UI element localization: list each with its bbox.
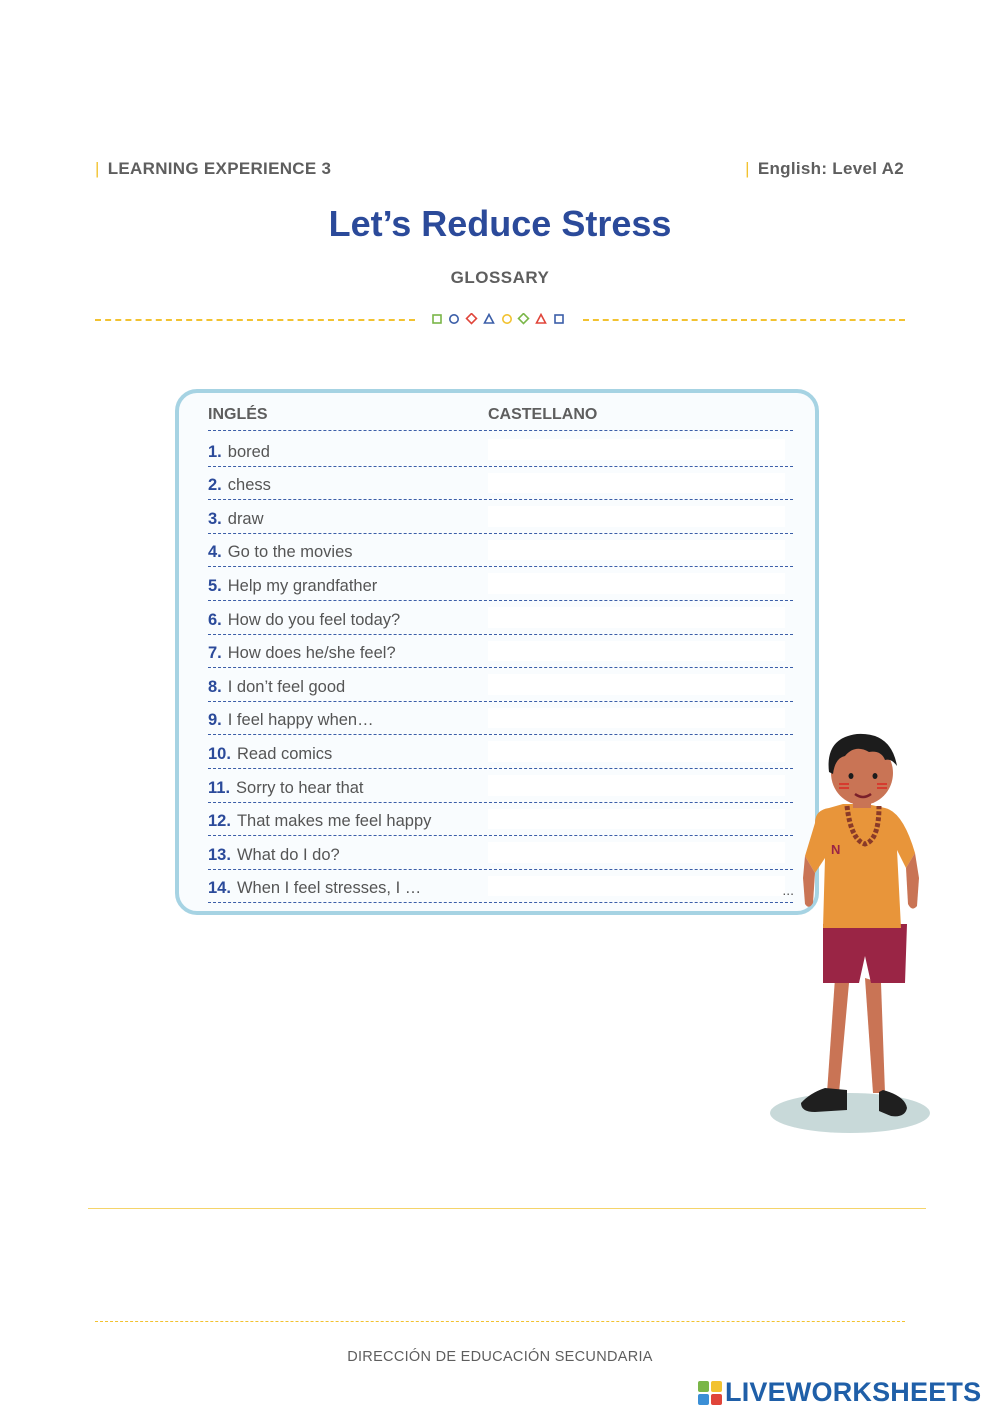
row-number: 4. (208, 543, 222, 562)
row-number: 2. (208, 476, 222, 495)
row-number: 6. (208, 610, 222, 629)
term-text: When I feel stresses, I … (236, 879, 422, 898)
row-number: 5. (208, 576, 222, 595)
spanish-answer-field[interactable] (488, 473, 785, 494)
english-term (208, 846, 340, 865)
term-text: Go to the movies (227, 543, 353, 562)
row-number: 1. (208, 442, 222, 461)
footer-dashed-line (95, 1321, 905, 1322)
english-term (208, 779, 364, 798)
spanish-answer-field[interactable] (488, 876, 785, 897)
liveworksheets-logo[interactable] (698, 1377, 981, 1408)
glossary-row (208, 769, 793, 803)
header-bar-right: | (745, 159, 750, 178)
header-left-text: LEARNING EXPERIENCE 3 (107, 159, 332, 178)
liveworksheets-icon (698, 1381, 722, 1405)
term-text: What do I do? (236, 845, 340, 864)
term-text: How do you feel today? (227, 610, 401, 629)
spanish-answer-field[interactable] (488, 842, 785, 863)
glossary-row (208, 702, 793, 736)
term-text: How does he/she feel? (227, 644, 396, 663)
spanish-answer-field[interactable] (488, 708, 785, 729)
glossary-row (208, 803, 793, 837)
row-number: 11. (208, 778, 231, 797)
glossary-row (208, 668, 793, 702)
row-number: 13. (208, 845, 231, 864)
footer-line (88, 1208, 926, 1209)
header-left (95, 159, 331, 179)
page-subtitle: GLOSSARY (450, 268, 550, 287)
spanish-answer-field[interactable] (488, 439, 785, 460)
term-text: Read comics (236, 744, 333, 763)
spanish-answer-field[interactable] (488, 674, 785, 695)
column-header-english: INGLÉS (208, 406, 268, 423)
spanish-answer-field[interactable] (488, 741, 785, 762)
glossary-row (208, 433, 793, 467)
row-number: 10. (208, 744, 231, 763)
header-right-text: English: Level A2 (757, 159, 904, 178)
footer-text: DIRECCIÓN DE EDUCACIÓN SECUNDARIA (347, 1349, 653, 1365)
glossary-row (208, 870, 793, 904)
row-number: 14. (208, 879, 231, 898)
divider-left (95, 319, 415, 321)
page-title: Let’s Reduce Stress (328, 203, 672, 244)
spanish-answer-field[interactable] (488, 607, 785, 628)
english-term (208, 443, 270, 462)
english-term (208, 543, 353, 562)
english-term (208, 644, 396, 663)
term-text: I feel happy when… (227, 711, 374, 730)
row-number: 3. (208, 509, 222, 528)
row-number: 9. (208, 711, 222, 730)
english-term (208, 812, 431, 831)
english-term (208, 711, 374, 730)
term-text: That makes me feel happy (236, 812, 432, 831)
spanish-answer-field[interactable] (488, 641, 785, 662)
term-text: bored (227, 442, 270, 461)
term-text: draw (227, 509, 264, 528)
english-term (208, 678, 345, 697)
spanish-answer-field[interactable] (488, 809, 785, 830)
decorative-shapes-icon (431, 313, 569, 327)
glossary-row (208, 567, 793, 601)
row-number: 8. (208, 677, 222, 696)
glossary-row (208, 467, 793, 501)
term-text: Sorry to hear that (236, 778, 364, 797)
glossary-row (208, 500, 793, 534)
english-term (208, 510, 264, 529)
liveworksheets-wordmark: LIVEWORKSHEETS (725, 1377, 982, 1407)
spanish-answer-field[interactable] (488, 775, 785, 796)
glossary-row (208, 635, 793, 669)
glossary-row (208, 534, 793, 568)
glossary-row (208, 601, 793, 635)
english-term (208, 879, 421, 898)
term-text: chess (227, 476, 271, 495)
english-term (208, 745, 332, 764)
spanish-answer-field[interactable] (488, 540, 785, 561)
header-right (745, 159, 904, 179)
header-bar-left: | (95, 159, 100, 178)
spanish-answer-field[interactable] (488, 506, 785, 527)
term-text: Help my grandfather (227, 576, 378, 595)
term-text: I don’t feel good (227, 677, 346, 696)
svg-text:N: N (831, 842, 841, 857)
english-term (208, 577, 377, 596)
english-term (208, 611, 400, 630)
english-term (208, 476, 271, 495)
spanish-answer-field[interactable] (488, 573, 785, 594)
row-ellipsis: ... (782, 882, 794, 899)
header-rule (208, 430, 793, 431)
column-header-spanish: CASTELLANO (488, 406, 598, 423)
row-number: 7. (208, 644, 222, 663)
divider-right (583, 319, 905, 321)
student-illustration (765, 728, 935, 1138)
glossary-row (208, 836, 793, 870)
glossary-row (208, 735, 793, 769)
row-number: 12. (208, 812, 231, 831)
